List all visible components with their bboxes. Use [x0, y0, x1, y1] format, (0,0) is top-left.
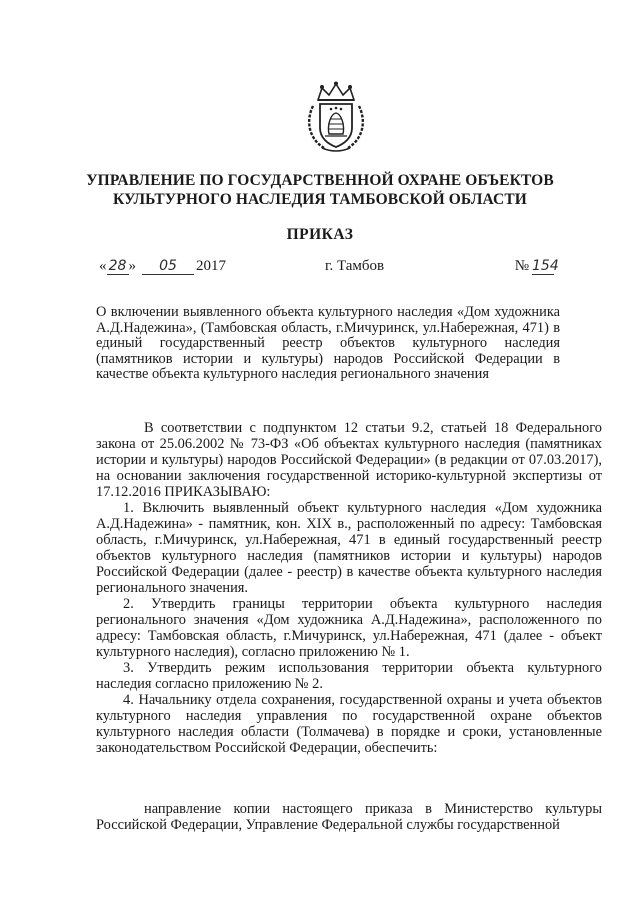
order-city: г. Тамбов: [325, 258, 385, 274]
order-item-3: 3. Утвердить режим использования территории объекта культурного наследия согласно приложению № 2.: [96, 660, 602, 692]
date-quote-close: »: [128, 258, 136, 274]
handwritten-day: 28: [107, 258, 129, 275]
order-date: [99, 258, 226, 275]
order-item-4: 4. Начальнику отдела сохранения, государственной охраны и учета объектов культурного наследия управления по государственной охране объектов культурного наследия области (Толмачева) в порядке и сроки, установленные законодательством Российской Федерации, обеспечить:: [96, 692, 602, 756]
preamble-paragraph: В соответствии с подпунктом 12 статьи 9.2, статьей 18 Федерального закона от 25.06.2002 № 73-ФЗ «Об объектах культурного наследия (памятниках истории и культуры) народов Российской Федерации» (в редакции от 07.03.2017), на основании заключения государственной историко-культурной экспертизы от 17.12.2016 ПРИКАЗЫВАЮ:: [96, 420, 602, 500]
date-quote-open: «: [99, 258, 107, 274]
handwritten-month: 05: [142, 258, 194, 275]
order-number: [514, 258, 559, 275]
authority-title-line1: УПРАВЛЕНИЕ ПО ГОСУДАРСТВЕННОЙ ОХРАНЕ ОБЪЕКТОВ: [86, 172, 554, 189]
order-item-2: 2. Утвердить границы территории объекта культурного наследия регионального значения «Дом художника А.Д.Надежина», расположенного по адресу: Тамбовская область, г.Мичуринск, ул.Набережная, 471 (далее - объект культурного наследия), согласно приложению № 1.: [96, 596, 602, 660]
tambov-coat-of-arms-icon: [300, 80, 372, 154]
document-type-title: ПРИКАЗ: [286, 226, 354, 243]
order-item-1: 1. Включить выявленный объект культурного наследия «Дом художника А.Д.Надежина» - памятник, кон. XIX в., расположенный по адресу: Тамбовская область, г.Мичуринск, ул.Набережная, 471 в единый государственный реестр объектов культурного наследия (памятников истории и культуры) народов Российской Федерации (далее - реестр) в качестве объекта культурного наследия регионального значения.: [96, 500, 602, 596]
order-subject: О включении выявленного объекта культурного наследия «Дом художника А.Д.Надежина», (Тамбовская область, г.Мичуринск, ул.Набережная, 471) в единый государственный реестр объектов культурного наследия (памятников истории и культуры) народов Российской Федерации в качестве объекта культурного наследия регионального значения: [96, 304, 560, 383]
order-body: [96, 420, 602, 756]
number-sign: №: [514, 258, 529, 274]
order-body-continued: [96, 801, 602, 833]
handwritten-number: 154: [532, 258, 559, 274]
date-year: 2017: [196, 258, 226, 274]
order-item-4-sub: направление копии настоящего приказа в Министерство культуры Российской Федерации, Управление Федеральной службы государственной: [96, 801, 602, 833]
date-number-line: [99, 258, 559, 280]
authority-title-line2: КУЛЬТУРНОГО НАСЛЕДИЯ ТАМБОВСКОЙ ОБЛАСТИ: [113, 191, 527, 208]
